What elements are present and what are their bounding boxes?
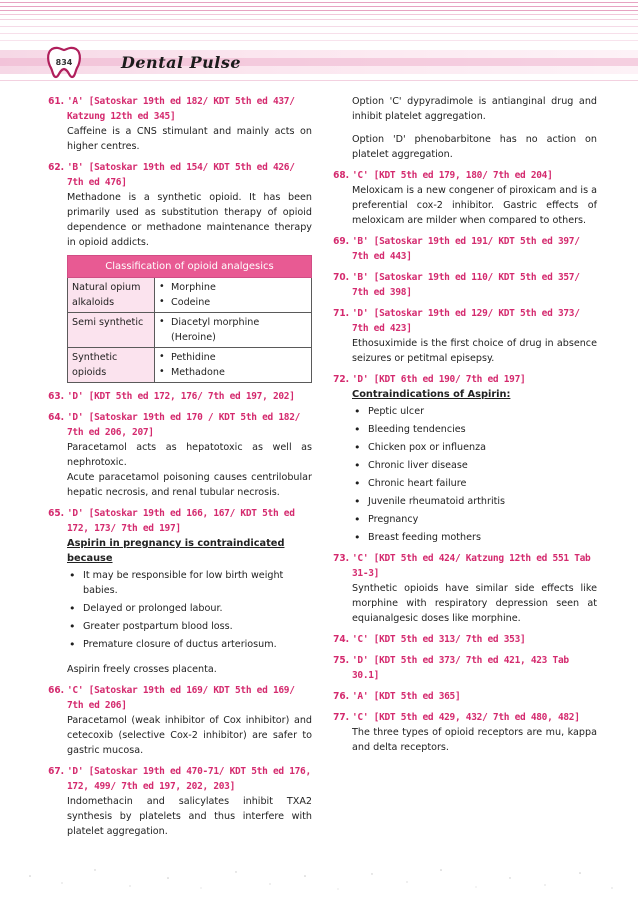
section-heading: Contraindications of Aspirin: bbox=[352, 389, 511, 400]
header-rule bbox=[0, 10, 638, 11]
section-heading: Aspirin in pregnancy is contraindicated because bbox=[67, 538, 285, 564]
answer-reference: 'B' [Satoskar 19th ed 154/ KDT 5th ed 426/ 7th ed 476] bbox=[67, 162, 295, 188]
table-category: Natural opium alkaloids bbox=[68, 278, 155, 313]
header-rule bbox=[0, 40, 638, 41]
answer-69 bbox=[325, 234, 597, 264]
answer-text: Indomethacin and salicylates inhibit TXA2 synthesis by platelets and thus interfere with platelet aggregation. bbox=[67, 796, 312, 837]
list-item: • Delayed or prolonged labour. bbox=[67, 601, 312, 616]
answer-67 bbox=[40, 764, 312, 839]
answer-reference: 'D' [Satoskar 19th ed 129/ KDT 5th ed 373/ 7th ed 423] bbox=[352, 308, 580, 334]
answer-number: 74. bbox=[333, 634, 349, 645]
list-item: • Chronic heart failure bbox=[352, 476, 597, 491]
right-column bbox=[325, 94, 597, 761]
answer-text: Paracetamol (weak inhibitor of Cox inhibitor) and cetecoxib (selective Cox-2 inhibitor) are safer to gastric mucosa. bbox=[67, 715, 312, 756]
answer-text: Aspirin freely crosses placenta. bbox=[67, 664, 217, 675]
answer-62 bbox=[40, 160, 312, 383]
table-items bbox=[155, 278, 312, 313]
list-item: • Premature closure of ductus arteriosum. bbox=[67, 637, 312, 652]
answer-63 bbox=[40, 389, 312, 404]
bullet-list bbox=[352, 404, 597, 545]
list-item: • Peptic ulcer bbox=[352, 404, 597, 419]
answer-number: 69. bbox=[333, 236, 349, 247]
answer-reference: 'A' [KDT 5th ed 365] bbox=[352, 691, 461, 702]
answer-number: 72. bbox=[333, 374, 349, 385]
answer-number: 65. bbox=[48, 508, 64, 519]
list-item: • Pregnancy bbox=[352, 512, 597, 527]
answer-67-continued bbox=[325, 94, 597, 162]
page-number: 834 bbox=[55, 58, 73, 67]
answer-number: 70. bbox=[333, 272, 349, 283]
list-item: • Greater postpartum blood loss. bbox=[67, 619, 312, 634]
answer-number: 64. bbox=[48, 412, 64, 423]
answer-text: Option 'D' phenobarbitone has no action on platelet aggregation. bbox=[352, 134, 597, 160]
table-row bbox=[68, 313, 312, 348]
answer-text: Acute paracetamol poisoning causes centrilobular hepatic necrosis, and renal tubular necrosis. bbox=[67, 472, 312, 498]
answer-text: Methadone is a synthetic opioid. It has been primarily used as substitution therapy of opioid dependence or methadone maintenance therapy in opioid addicts. bbox=[67, 192, 312, 248]
bullet-list bbox=[67, 568, 312, 652]
table-item: • Morphine bbox=[159, 280, 307, 295]
header-band-stripe bbox=[0, 58, 638, 66]
answer-reference: 'B' [Satoskar 19th ed 191/ KDT 5th ed 397/ 7th ed 443] bbox=[352, 236, 580, 262]
answer-73 bbox=[325, 551, 597, 626]
answer-reference: 'D' [KDT 6th ed 190/ 7th ed 197] bbox=[352, 374, 526, 385]
list-item: • Chicken pox or influenza bbox=[352, 440, 597, 455]
table-item: • Codeine bbox=[159, 295, 307, 310]
answer-number: 66. bbox=[48, 685, 64, 696]
table-row bbox=[68, 348, 312, 383]
answer-reference: 'D' [Satoskar 19th ed 470-71/ KDT 5th ed 176, 172, 499/ 7th ed 197, 202, 203] bbox=[67, 766, 311, 792]
answer-reference: 'B' [Satoskar 19th ed 110/ KDT 5th ed 357/ 7th ed 398] bbox=[352, 272, 580, 298]
table-item: • Methadone bbox=[159, 365, 307, 380]
answer-reference: 'C' [KDT 5th ed 313/ 7th ed 353] bbox=[352, 634, 526, 645]
table-item: • Pethidine bbox=[159, 350, 307, 365]
table-category: Semi synthetic bbox=[68, 313, 155, 348]
answer-75 bbox=[325, 653, 597, 683]
answer-number: 68. bbox=[333, 170, 349, 181]
table-category: Synthetic opioids bbox=[68, 348, 155, 383]
answer-61 bbox=[40, 94, 312, 154]
answer-64 bbox=[40, 410, 312, 500]
list-item: • Juvenile rheumatoid arthritis bbox=[352, 494, 597, 509]
answer-reference: 'D' [KDT 5th ed 172, 176/ 7th ed 197, 202] bbox=[67, 391, 295, 402]
answer-reference: 'D' [KDT 5th ed 373/ 7th ed 421, 423 Tab 30.1] bbox=[352, 655, 569, 681]
answer-number: 62. bbox=[48, 162, 64, 173]
table-row bbox=[68, 278, 312, 313]
answer-reference: 'C' [Satoskar 19th ed 169/ KDT 5th ed 169/ 7th ed 206] bbox=[67, 685, 295, 711]
table-title: Classification of opioid analgesics bbox=[68, 256, 312, 278]
brand-title: Dental Pulse bbox=[121, 53, 242, 72]
header-rule bbox=[0, 33, 638, 34]
table-items bbox=[155, 313, 312, 348]
answer-text: Synthetic opioids have similar side effects like morphine with respiratory depression seen at equianalgesic doses like morphine. bbox=[352, 583, 597, 624]
answer-text: Paracetamol acts as hepatotoxic as well as nephrotoxic. bbox=[67, 442, 312, 468]
answer-number: 76. bbox=[333, 691, 349, 702]
answer-reference: 'A' [Satoskar 19th ed 182/ KDT 5th ed 437/ Katzung 12th ed 345] bbox=[67, 96, 295, 122]
header-rule bbox=[0, 19, 638, 20]
list-item: • Chronic liver disease bbox=[352, 458, 597, 473]
answer-reference: 'C' [KDT 5th ed 179, 180/ 7th ed 204] bbox=[352, 170, 553, 181]
answer-71 bbox=[325, 306, 597, 366]
answer-65 bbox=[40, 506, 312, 677]
table-items bbox=[155, 348, 312, 383]
answer-number: 63. bbox=[48, 391, 64, 402]
answer-74 bbox=[325, 632, 597, 647]
opioid-classification-table bbox=[67, 255, 312, 383]
answer-number: 67. bbox=[48, 766, 64, 777]
answer-reference: 'D' [Satoskar 19th ed 166, 167/ KDT 5th ed 172, 173/ 7th ed 197] bbox=[67, 508, 295, 534]
answer-66 bbox=[40, 683, 312, 758]
answer-reference: 'C' [KDT 5th ed 424/ Katzung 12th ed 551 Tab 31-3] bbox=[352, 553, 591, 579]
answer-number: 75. bbox=[333, 655, 349, 666]
list-item: • Bleeding tendencies bbox=[352, 422, 597, 437]
answer-text: Ethosuximide is the first choice of drug in absence seizures or petitmal episepsy. bbox=[352, 338, 597, 364]
answer-text: Meloxicam is a new congener of piroxicam and is a preferential cox-2 inhibitor. Gastric effects of meloxicam are milder when compared to others. bbox=[352, 185, 597, 226]
header-rule bbox=[0, 14, 638, 15]
answer-text: The three types of opioid receptors are mu, kappa and delta receptors. bbox=[352, 727, 597, 753]
answer-text: Option 'C' dypyradimole is antianginal drug and inhibit platelet aggregation. bbox=[352, 96, 597, 122]
answer-76 bbox=[325, 689, 597, 704]
header-rule bbox=[0, 80, 638, 81]
answer-number: 77. bbox=[333, 712, 349, 723]
answer-70 bbox=[325, 270, 597, 300]
answer-number: 71. bbox=[333, 308, 349, 319]
answer-68 bbox=[325, 168, 597, 228]
answer-72 bbox=[325, 372, 597, 545]
header-rule bbox=[0, 2, 638, 3]
answer-reference: 'C' [KDT 5th ed 429, 432/ 7th ed 480, 482] bbox=[352, 712, 580, 723]
answer-text: Caffeine is a CNS stimulant and mainly acts on higher centres. bbox=[67, 126, 312, 152]
header-rule bbox=[0, 6, 638, 7]
answer-number: 73. bbox=[333, 553, 349, 564]
answer-number: 61. bbox=[48, 96, 64, 107]
table-item: • Diacetyl morphine (Heroine) bbox=[159, 315, 307, 345]
answer-77 bbox=[325, 710, 597, 755]
list-item: • Breast feeding mothers bbox=[352, 530, 597, 545]
list-item: • It may be responsible for low birth weight babies. bbox=[67, 568, 312, 598]
header-rule bbox=[0, 26, 638, 27]
left-column bbox=[40, 94, 312, 845]
scan-noise bbox=[0, 858, 638, 898]
answer-reference: 'D' [Satoskar 19th ed 170 / KDT 5th ed 182/ 7th ed 206, 207] bbox=[67, 412, 301, 438]
